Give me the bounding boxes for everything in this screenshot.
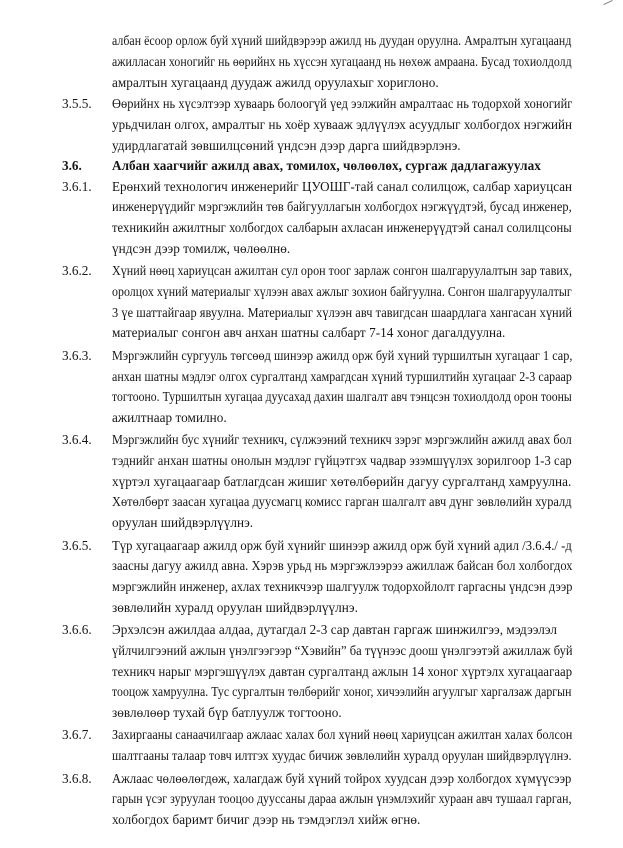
text-line: ажилтнаар томилно. — [112, 409, 227, 425]
text-line: Захиргааны санаачилгаар ажлаас халах бол хүний нөөц хариуцсан ажилтан халах болсон — [112, 727, 573, 743]
text-line: инженерүүдийг мэргэжлийн төв байгууллагын холбогдох нэгжүүдтэй, бусад инженер, — [112, 199, 572, 215]
section-heading: Албан хаагчийг ажилд авах, томилох, чөлөөлөх, сургаж дадлагажуулах — [112, 158, 541, 173]
text-line: тогтооно. Туршилтын хугацаа дуусахад дахин шалгалт авч тэнцсэн тохиолдолд орон тооны — [112, 389, 572, 405]
text-line: Мэргэжлийн бус хүнийг техникч, сүлжээний техникч зэрэг мэргэжлийн ажилд авах бол — [112, 432, 572, 448]
section-number: 3.6.3. — [62, 347, 92, 363]
section-number: 3.6.2. — [62, 263, 92, 279]
section-number: 3.5.5. — [62, 96, 92, 111]
text-line: албан ёсоор орлож буй хүний шийдвэрээр ажилд нь дуудан оруулна. Амралтын хугацаанд — [112, 33, 572, 48]
text-line: урьдчилан олгох, амралтыг нь хоёр хувааж эдлүүлэх асуудлыг холбогдох нэгжийн — [112, 116, 573, 132]
text-line: мэргэжлийн инженер, ахлах техникчээр шалгуулж тодорхойлолт гаргасны үндсэн дээр — [112, 579, 573, 594]
text-line: шалтгааны талаар товч илтгэх хуудас бичиж зөвлөлийн хуралд оруулан шийдвэрлүүлнэ. — [112, 748, 572, 764]
text-line: тооцож хамруулна. Тус сургалтын төлбөрийг хоног, хичээлийн агуулгыг харгалзаж даргын — [112, 684, 572, 700]
text-line: үйлчилгээний ажлын үнэлгээгээр “Хэвийн” ба түүнээс доош үнэлгээтэй ажиллаж буй — [112, 642, 573, 658]
text-line: тэднийг анхан шатны онолын мэдлэг гүйцэтгэх чадвар эзэмшүүлэх зорилгоор 1-3 сар — [112, 453, 572, 468]
text-line: Мэргэжлийн сургууль төгсөөд шинээр ажилд орж буй хүний туршилтын хугацааг 1 сар, — [112, 347, 573, 363]
text-line: үндсэн дээр томилж, чөлөөлнө. — [112, 240, 291, 256]
text-line: Түр хугацаагаар ажилд орж буй хүнийг шинээр ажилд орж буй хүний адил /3.6.4./ -д — [112, 537, 572, 553]
text-line: Хүний нөөц хариуцсан ажилтан сул орон тоог зарлаж сонгон шалгаруулалтын зар тавих, — [112, 263, 573, 279]
text-line: ажилласан хоногийг нь өөрийнх нь хүссэн хугацаанд нь нөхөж амраана. Бусад тохиолдолд — [112, 53, 572, 69]
text-line: заасны дагуу ажилд авна. Хэрэв урьд нь мэргэжлээрээ ажиллаж байсан бол холбогдох — [112, 558, 573, 574]
text-line: гарын үсэг зуруулан тооцоо дуусcаны дараа ажлын үнэмлэхийг хураан авч тушаал гарган, — [112, 791, 572, 807]
section-number: 3.6.6. — [62, 622, 92, 638]
section-number: 3.6. — [62, 158, 82, 173]
section-number: 3.6.4. — [62, 432, 92, 448]
text-line: зөвлөлийн хуралд оруулан шийдвэрлүүлнэ. — [112, 599, 358, 615]
text-line: оруулан шийдвэрлүүлнэ. — [112, 515, 254, 531]
text-line: анхан шатны мэдлэг олгох сургалтанд хамрагдсан хүний туршилтийн хугацааг 2-3 сараар — [112, 368, 572, 384]
section-number: 3.6.8. — [62, 770, 92, 786]
section-number: 3.6.7. — [62, 727, 92, 743]
text-line: техникийн ажилтныг холбогдох салбарын ахласан инженерүүдтэй санал солилцсоны — [112, 220, 572, 235]
text-line: Ажлаас чөлөөлөгдөж, халагдаж буй хүний тойрох хуудсан дээр холбогдох хүмүүсээр — [112, 770, 572, 786]
text-line: оролцох хүний материалыг хүлээн авах ажлыг зохион байгуулна. Сонгон шалгаруулалтыг — [112, 283, 572, 299]
text-line: Өөрийнх нь хүсэлтээр хуваарь болоогүй үед ээлжийн амралтаас нь тодорхой хоногийг — [112, 96, 573, 111]
text-line: Хөтөлбөрт заасан хугацаа дуусмагц комисс гарган шалгалт авч дүнг зөвлөлийн хуралд — [112, 494, 572, 510]
text-line: Эрхэлсэн ажилдаа алдаа, дутагдал 2-3 сар давтан гаргаж шинжилгээ, мэдээлэл — [112, 622, 557, 638]
text-line: 3 үе шаттайгаар явуулна. Материалыг хүлээн авч тавигдсан шаардлага хангасан хүний — [112, 304, 573, 320]
section-number: 3.6.1. — [62, 178, 92, 194]
text-line: удирдлагатай зөвшилцсөний үндсэн дээр дарга шийдвэрлэнэ. — [112, 138, 461, 154]
text-line: Ерөнхий технологич инженерийг ЦУОШГ-тай санал солилцож, салбар хариуцсан — [112, 178, 573, 194]
corner-mark — [603, 0, 612, 5]
section-number: 3.6.5. — [62, 537, 92, 553]
text-line: хүртэл хугацаагаар батлагдсан жишиг хөтөлбөрийн дагуу сургалтанд хамруулна. — [112, 473, 572, 489]
text-line: амралтын хугацаанд дуудаж ажилд оруулахыг хориглоно. — [112, 75, 439, 91]
text-line: материалыг сонгон авч анхан шатны салбарт 7-14 хоног дагалдуулна. — [112, 325, 506, 341]
text-line: холбогдох баримт бичиг дээр нь тэмдэглэл хийж өгнө. — [112, 812, 421, 827]
text-line: техникч нарыг мэргэшүүлэх давтан сургалтанд ажлын 14 хоног хүртэлх хугацаагаар — [112, 663, 573, 679]
text-line: зөвлөлөөр тухай бүр батлуулж тогтооно. — [112, 704, 342, 720]
